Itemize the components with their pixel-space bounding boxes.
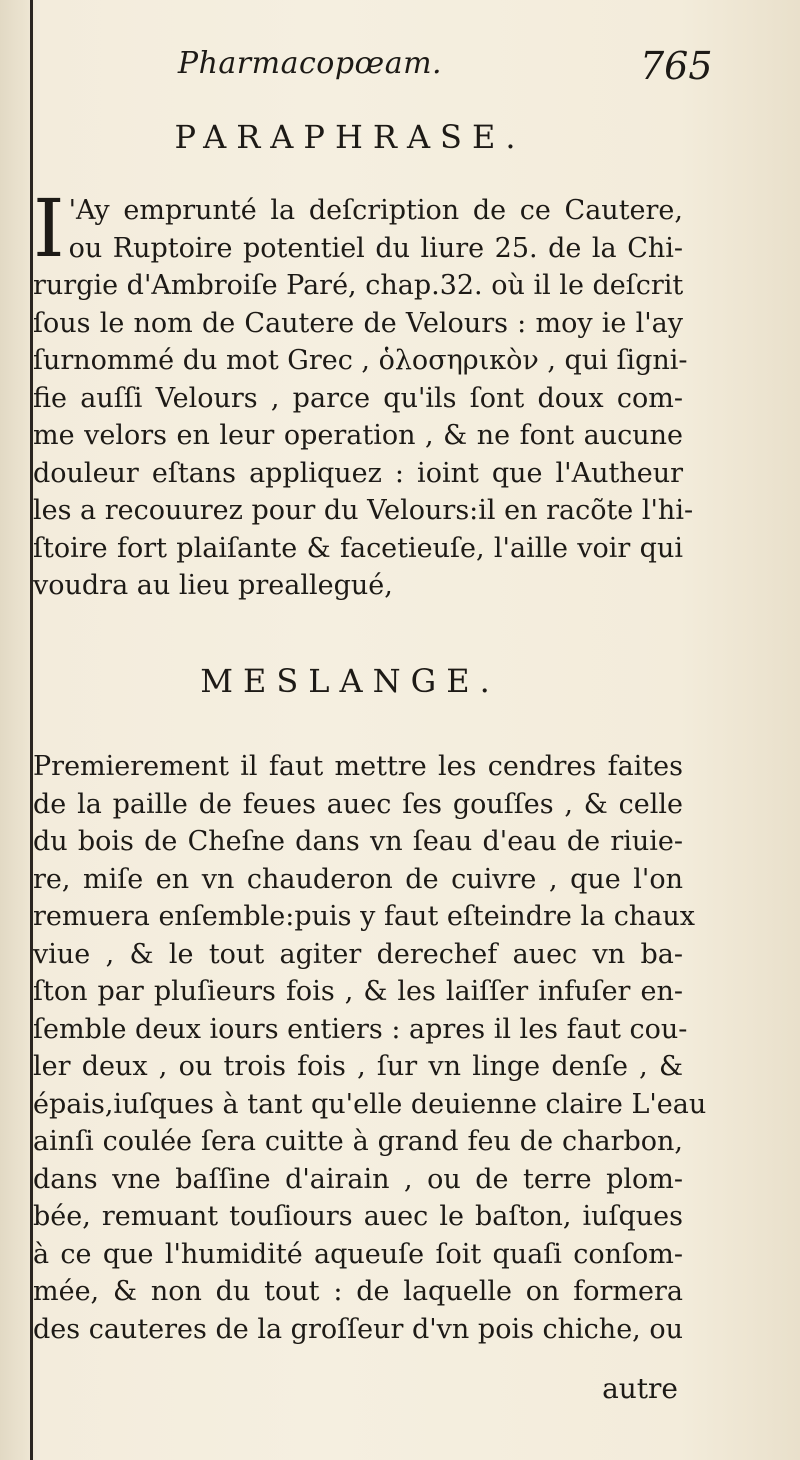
text-line: dans vne baſſine d'airain , ou de terre plom- [33, 1163, 683, 1195]
text-line: ſemble deux iours entiers : apres il les faut cou- [33, 1013, 688, 1045]
text-line: bée, remuant touſiours auec le baſton, iuſques [33, 1201, 683, 1232]
text-line: ler deux , ou trois fois , ſur vn linge denſe , & [33, 1051, 683, 1082]
text-line: ainſi coulée ſera cuitte à grand feu de charbon, [33, 1126, 683, 1157]
text-line: les a recouurez pour du Velours:il en racõte l'hi- [33, 495, 694, 526]
text-line: re, miſe en vn chauderon de cuivre , que l'on [33, 863, 683, 895]
text-line: ſurnommé du mot Grec , ὁλοσηρικὸν , qui ſigni- [33, 345, 688, 376]
text-line: remuera enſemble:puis y faut eſteindre la chaux [33, 901, 695, 932]
text-line: rurgie d'Ambroiſe Paré, chap.32. où il le deſcrit [33, 270, 684, 301]
drop-cap: I [33, 182, 65, 275]
text-line: des cauteres de la groſſeur d'vn pois chiche, ou [33, 1313, 683, 1345]
text-line: ſous le nom de Cautere de Velours : moy ie l'ay [33, 307, 683, 339]
text-line: épais,iuſques à tant qu'elle deuienne claire L'eau [33, 1088, 707, 1120]
section-heading-meslange: MESLANGE. [200, 662, 500, 700]
running-title: Pharmacopœam. [177, 46, 443, 81]
text-line: douleur eſtans appliquez : ioint que l'Autheur [33, 457, 683, 489]
text-line: viue , & le tout agiter derechef auec vn ba- [33, 938, 683, 970]
page-number: 765 [640, 44, 713, 88]
text-line: 'Ay emprunté la deſcription de ce Cautere, [68, 195, 683, 226]
text-line: ſton par pluſieurs fois , & les laiſſer infuſer en- [33, 976, 683, 1007]
text-line: à ce que l'humidité aqueuſe ſoit quaſi conſom- [33, 1238, 683, 1270]
paraphrase-paragraph [33, 182, 694, 605]
text-line: Premierement il faut mettre les cendres faites [33, 751, 683, 782]
text-line: voudra au lieu preallegué, [33, 570, 393, 601]
catchword: autre [602, 1372, 678, 1405]
meslange-paragraph [33, 748, 707, 1348]
text-line: de la paille de feues auec ſes gouſſes , & celle [33, 788, 683, 820]
section-heading-paraphrase: PARAPHRASE. [174, 118, 526, 156]
text-line: du bois de Cheſne dans vn ſeau d'eau de riuie- [33, 826, 683, 857]
text-line: fie auſſi Velours , parce qu'ils ſont doux com- [33, 382, 683, 414]
text-line: ſtoire fort plaiſante & facetieuſe, l'aille voir qui [33, 532, 683, 564]
text-line: me velors en leur operation , & ne font aucune [33, 420, 683, 451]
text-line: ou Ruptoire potentiel du liure 25. de la Chi- [68, 232, 683, 264]
text-line: mée, & non du tout : de laquelle on formera [33, 1276, 683, 1307]
